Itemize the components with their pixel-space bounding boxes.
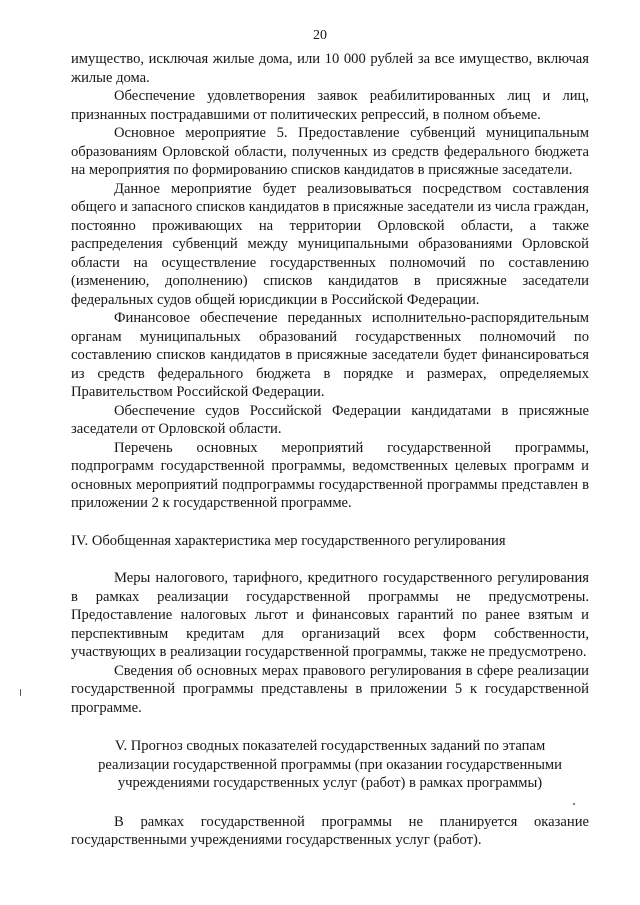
paragraph: В рамках государственной программы не планируется оказание государственными учреждениями государственных услуг (работ). xyxy=(71,813,589,848)
scan-speck xyxy=(573,803,575,805)
paragraph: Основное мероприятие 5. Предоставление субвенций муниципальным образованиям Орловской области, полученных из средств федерального бюджета на мероприятия по формированию списков кандидатов в присяжные заседатели. xyxy=(71,125,589,178)
section-5-heading-line: реализации государственной программы (при оказании государственными xyxy=(98,756,562,773)
paragraph: Обеспечение удовлетворения заявок реабилитированных лиц и лиц, признанных пострадавшими от политических репрессий, в полном объеме. xyxy=(71,88,589,123)
page-number: 20 xyxy=(313,28,327,43)
scan-speck xyxy=(20,689,21,696)
document-body xyxy=(71,50,589,850)
paragraph: Меры налогового, тарифного, кредитного государственного регулирования в рамках реализации государственной программы не предусмотрены. Предоставление налоговых льгот и финансовых гарантий по ранее взятым и перспективным кредитам для организаций всех форм собственности, участвующих в реализации государственной программы, также не предусмотрено. xyxy=(71,570,589,660)
paragraph: Данное мероприятие будет реализовываться посредством составления общего и запасного списков кандидатов в присяжные заседатели из числа граждан, постоянно проживающих на территории Орловской области, а также распределения субвенций между муниципальными образованиями Орловской области на осуществление государственных полномочий по составлению (изменению, дополнению) списков кандидатов в присяжные заседатели федеральных судов общей юрисдикции в Российской Федерации. xyxy=(71,180,589,308)
section-5-heading-line: V. Прогноз сводных показателей государственных заданий по этапам xyxy=(114,738,546,754)
section-5-heading xyxy=(71,737,589,793)
paragraph: имущество, исключая жилые дома, или 10 000 рублей за все имущество, включая жилые дома. xyxy=(71,51,589,86)
paragraph: Финансовое обеспечение переданных исполнительно-распорядительным органам муниципальных образований государственных полномочий по составлению списков кандидатов в присяжные заседатели будет финансироваться из средств федерального бюджета в порядке и размерах, определяемых Правительством Российской Федерации. xyxy=(71,310,589,400)
paragraph: Обеспечение судов Российской Федерации кандидатами в присяжные заседатели от Орловской области. xyxy=(71,402,589,437)
paragraph: Перечень основных мероприятий государственной программы, подпрограмм государственной программы, ведомственных целевых программ и основных мероприятий подпрограммы государственной программы представлен в приложении 2 к государственной программе. xyxy=(71,439,589,511)
section-5-heading-line: учреждениями государственных услуг (работ) в рамках программы) xyxy=(117,775,543,791)
paragraph: Сведения об основных мерах правового регулирования в сфере реализации государственной программы представлены в приложении 5 к государственной программе. xyxy=(71,662,589,716)
section-4-heading: IV. Обобщенная характеристика мер государственного регулирования xyxy=(71,532,506,549)
